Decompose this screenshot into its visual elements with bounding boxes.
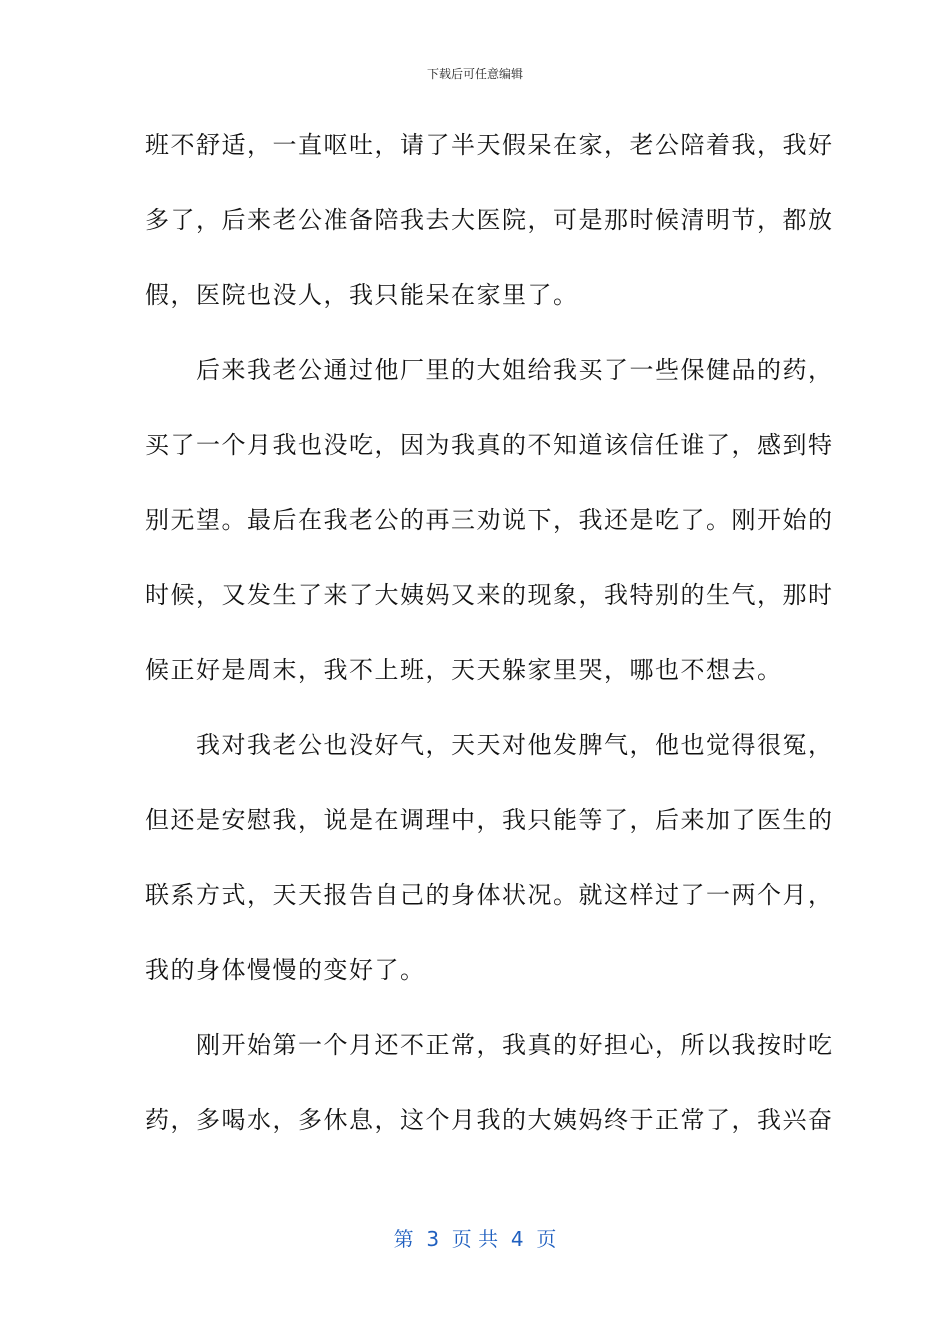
text-line: 我对我老公也没好气，天天对他发脾气，他也觉得很冤，: [145, 731, 834, 759]
text-line: 联系方式，天天报告自己的身体状况。就这样过了一两个月，: [145, 881, 834, 909]
text-line: 假，医院也没人，我只能呆在家里了。: [145, 281, 579, 309]
text-line: 但还是安慰我，说是在调理中，我只能等了，后来加了医生的: [145, 806, 834, 834]
text-line: 班不舒适，一直呕吐，请了半天假呆在家，老公陪着我，我好: [145, 131, 834, 159]
text-line: 药，多喝水，多休息，这个月我的大姨妈终于正常了，我兴奋: [145, 1106, 834, 1134]
text-line: 别无望。最后在我老公的再三劝说下，我还是吃了。刚开始的: [145, 506, 834, 534]
text-line: 候正好是周末，我不上班，天天躲家里哭，哪也不想去。: [145, 656, 783, 684]
text-line: 刚开始第一个月还不正常，我真的好担心，所以我按时吃: [145, 1031, 834, 1059]
text-line: 时候，又发生了来了大姨妈又来的现象，我特别的生气，那时: [145, 581, 834, 609]
text-line: 我的身体慢慢的变好了。: [145, 956, 426, 984]
text-line: 后来我老公通过他厂里的大姐给我买了一些保健品的药，: [145, 356, 834, 384]
text-line: 多了，后来老公准备陪我去大医院，可是那时候清明节，都放: [145, 206, 834, 234]
page-number: 第 3 页 共 4 页: [393, 1227, 557, 1251]
header-note: 下载后可任意编辑: [426, 67, 523, 81]
text-line: 买了一个月我也没吃，因为我真的不知道该信任谁了，感到特: [145, 431, 834, 459]
